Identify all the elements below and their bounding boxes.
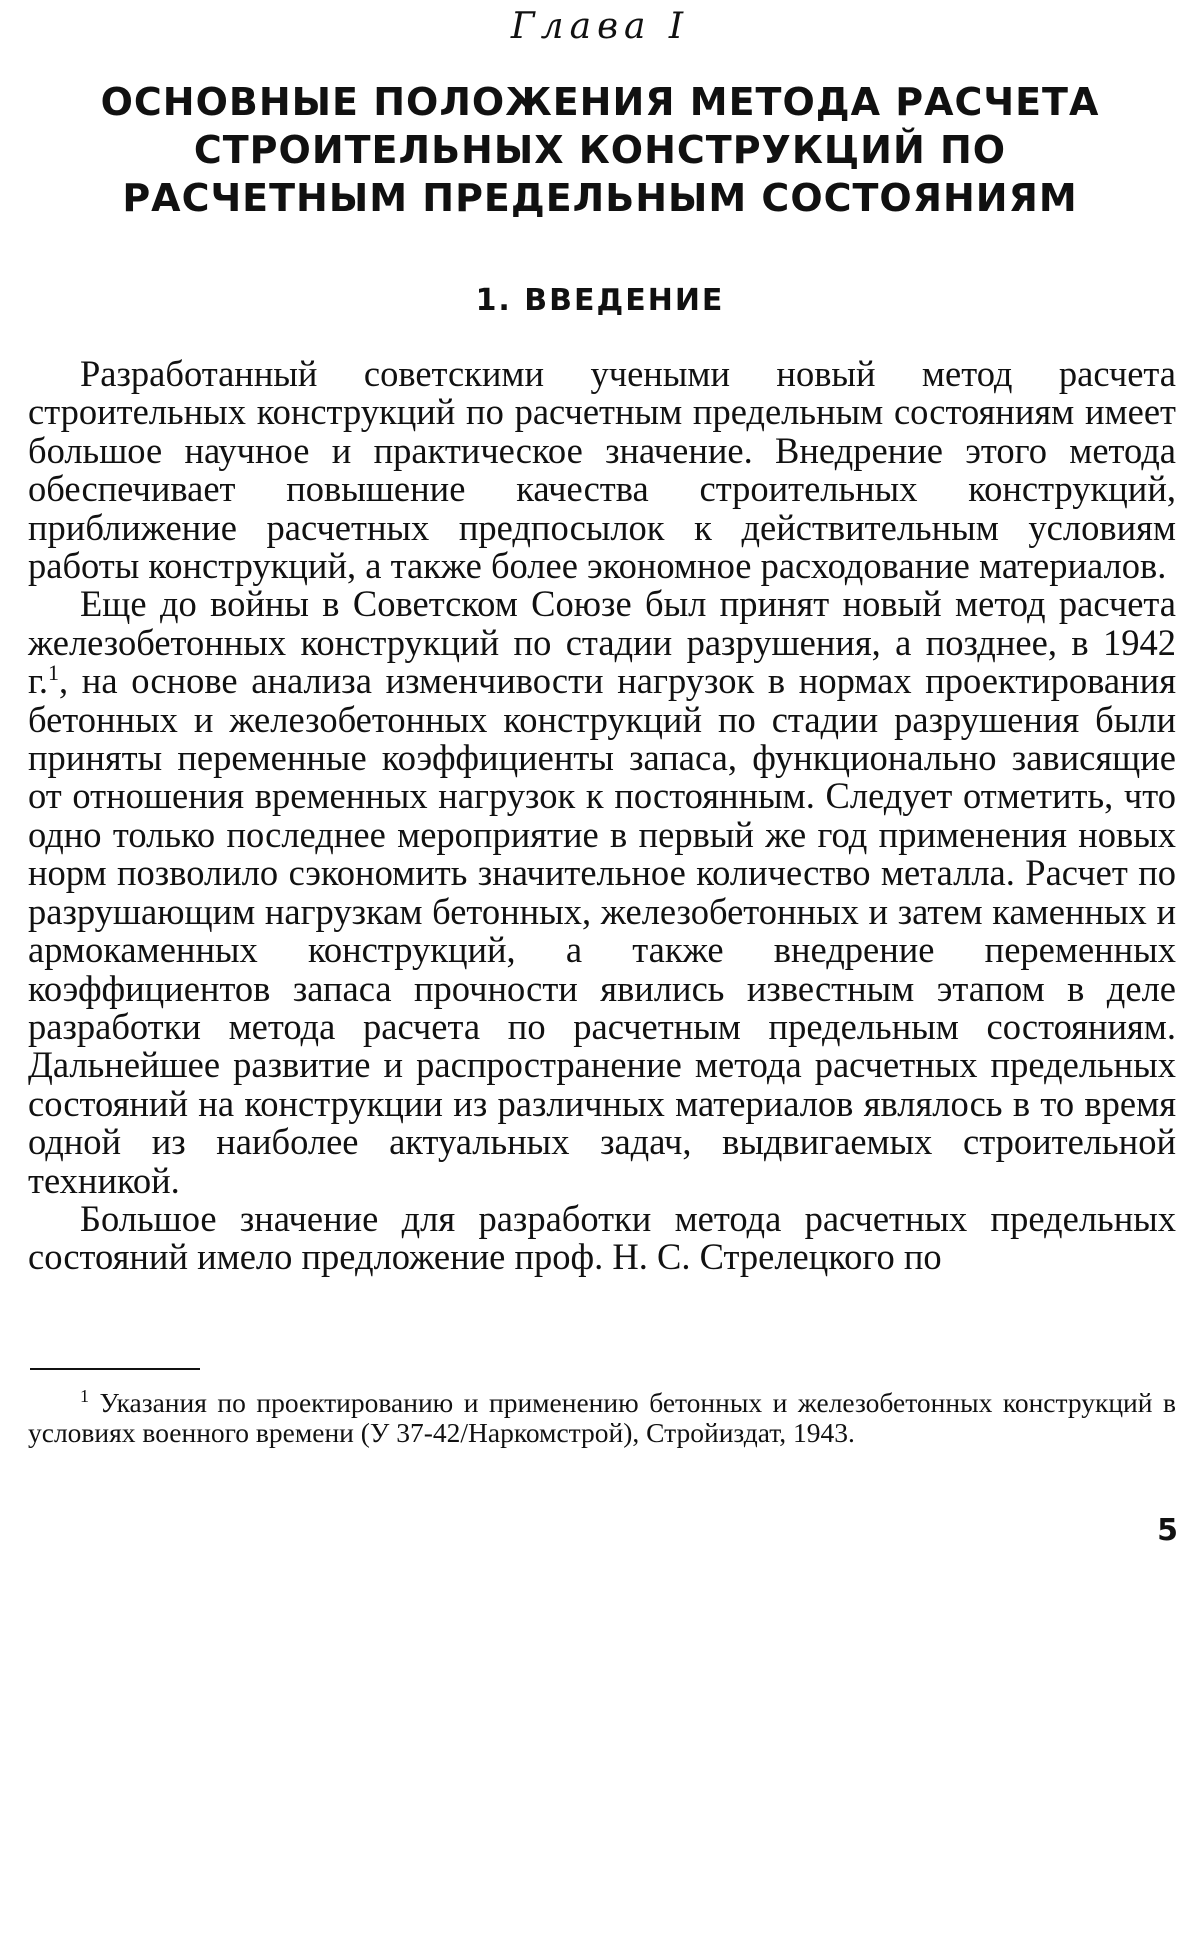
section-title: 1. ВВЕДЕНИЕ	[475, 283, 725, 318]
chapter-label: Глава I	[510, 6, 690, 47]
page-number: 5	[1157, 1513, 1178, 1548]
paragraph-1: Разработанный советскими учеными новый метод расчета строительных конструкций по расчетным предельным состояниям имеет большое научное и практическое значение. Внедрение этого метода обеспечивает повышение качества строительных конструкций, приближение расчетных предпосылок к действительным условиям работы конструкций, а также более экономное расходование материалов.	[28, 353, 1176, 587]
body-text	[28, 355, 1176, 1277]
footnote-mark: 1	[80, 1385, 89, 1406]
footnote	[28, 1385, 1176, 1448]
paragraph-3: Большое значение для разработки метода расчетных предельных состояний имело предложение проф. Н. С. Стрелецкого по	[28, 1197, 1176, 1278]
footnote-reference: 1	[47, 660, 59, 686]
paragraph-2-text-start: Еще до войны в Советском Союзе был принят новый метод расчета железобетонных конструкций по стадии разрушения, а позднее, в 1942 г.	[28, 583, 1176, 702]
footnote-divider	[30, 1368, 200, 1370]
paragraph-2-text-end: , на основе анализа изменчивости нагрузок в нормах проектирования бетонных и железобетонных конструкций по стадии разрушения были приняты переменные коэффициенты запаса, функционально зависящие от отношения временных нагрузок к постоянным. Следует отметить, что одно только последнее мероприятие в первый же год применения новых норм позволило сэкономить значительное количество металла. Расчет по разрушающим нагрузкам бетонных, железобетонных и затем каменных и армокаменных конструкций, а также внедрение переменных коэффициентов запаса прочности явились известным этапом в деле разработки метода расчета по расчетным предельным состояниям. Дальнейшее развитие и распространение метода расчетных предельных состояний на конструкции из различных материалов являлось в то время одной из наиболее актуальных задач, выдвигаемых строительной техникой.	[28, 660, 1176, 1201]
chapter-title: ОСНОВНЫЕ ПОЛОЖЕНИЯ МЕТОДА РАСЧЕТА СТРОИТЕЛЬНЫХ КОНСТРУКЦИЙ ПО РАСЧЕТНЫМ ПРЕДЕЛЬНЫМ СОСТОЯНИЯМ	[100, 80, 1100, 220]
footnote-text: Указания по проектированию и применению бетонных и железобетонных конструкций в условиях военного времени (У 37-42/Наркомстрой), Стройиздат, 1943.	[28, 1387, 1176, 1448]
paragraph-2	[28, 585, 1176, 1200]
